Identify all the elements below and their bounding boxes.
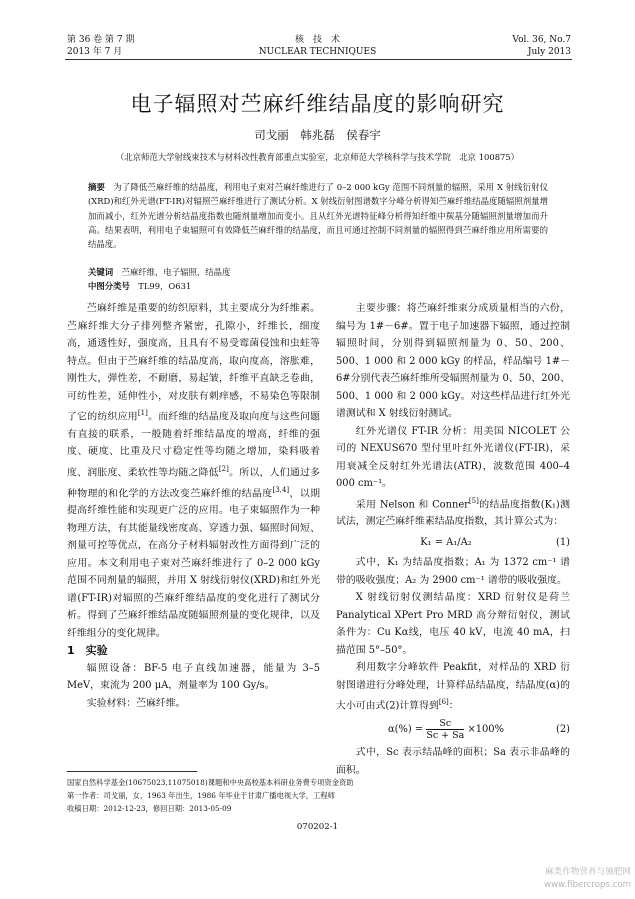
- citation-5[interactable]: [5]: [468, 496, 479, 505]
- equation-1-number: (1): [556, 536, 570, 548]
- abstract-text: 为了降低苎麻纤维的结晶度，利用电子束对苎麻纤维进行了 0–2 000 kGy 范围不同剂量的辐照，采用 X 射线衍射仪(XRD)和红外光谱(FT-IR)对辐照苎麻纤维进行了测试分析。X 射线衍射图谱数字分峰分析得知苎麻纤维结晶度随辐照剂量增加而减小，红外光谱分析结晶度指数也随剂量增加而变小。且从红外光谱特征峰分析得知纤维中羰基分随辐照剂量增加而升高。结果表明，利用电子束辐照可有效降低苎麻纤维的结晶度，而且可通过控制不同剂量的辐照得到苎麻纤维应用所需要的结晶度。: [88, 182, 548, 250]
- abstract-label: 摘要: [88, 182, 105, 192]
- ftir-paragraph: 红外光谱仪 FT-IR 分析：用美国 NICOLET 公司的 NEXUS670 型付里叶红外光谱仪(FT-IR)，采用衰减全反射红外光谱法(ATR)，波数范围 400–4 000 cm⁻¹。: [336, 425, 570, 489]
- method-paragraph: 采用 Nelson 和 Conner[5]的结晶度指数(K₁)测试法，测定苎麻纤维素结晶度指数，其计算公式为：: [336, 496, 571, 528]
- citation-3-4[interactable]: [3,4]: [272, 485, 290, 494]
- volume-issue: 第 36 卷 第 7 期: [67, 35, 135, 45]
- equation-2: [336, 718, 570, 741]
- equation-2-number: (2): [556, 723, 570, 735]
- equation-2-explanation: 式中，Sc 表示结晶峰的面积；Sa 表示非晶峰的面积。: [336, 747, 570, 776]
- journal-name-cn: 核 技 术: [294, 35, 340, 45]
- journal-name-en: NUCLEAR TECHNIQUES: [258, 47, 377, 57]
- issue-date-cn: 2013 年 7 月: [67, 47, 123, 57]
- material-paragraph: 实验材料：苎麻纤维。: [86, 697, 186, 709]
- keywords-text: 苎麻纤维，电子辐照，结晶度: [121, 267, 231, 277]
- xrd-paragraph: X 射线衍射仪测结晶度：XRD 衍射仪是荷兰 Panalytical XPert Pro MRD 高分辩衍射仪，测试条件为：Cu Kα线，电压 40 kV，电流 40 mA，扫描范围 5°–50°。: [336, 592, 570, 656]
- dates-note: 收稿日期：2012-12-23，修回日期：2013-05-09: [67, 804, 232, 813]
- citation-1[interactable]: [1]: [137, 409, 148, 417]
- equation-1-explanation: 式中，K₁ 为结晶度指数；A₁ 为 1372 cm⁻¹ 谱带的吸收强度；A₂ 为 2900 cm⁻¹ 谱带的吸收强度。: [336, 557, 570, 586]
- equation-1: [336, 534, 570, 552]
- footnote-rule: [67, 771, 197, 772]
- header-rule: [65, 59, 572, 60]
- paper-title: 电子辐照对苎麻纤维结晶度的影响研究: [130, 92, 505, 116]
- intro-paragraph: 苎麻纤维是重要的纺织原料，其主要成分为纤维素。苎麻纤维大分子排列整齐紧密，孔隙小，纤维长，细度高，通透性好，强度高，且具有不易受霉菌侵蚀和虫蛀等特点。但由于苎麻纤维的结晶度高，取向度高，溶胀难，刚性大，弹性差，不耐磨，易起皱，纤维平直缺乏卷曲，可纺性差，延伸性小，对皮肤有刺痒感，不易染色等限制了它的纺织应用[1]。而纤维的结晶度及取向度与这些问题有直接的联系，一般随着纤维结晶度的增高，纤维的强度、硬度、比重及尺寸稳定性等均随之增加，染料吸着度、润胀度、柔软性等均随之降低[2]。所以，人们通过多种物理的和化学的方法改变苎麻纤维的结晶度[3,4]，以期提高纤维性能和实现更广泛的应用。电子束辐照作为一种物理方法，有其能量线密度高、穿透力强、辐照时间短、剂量可控等优点，在高分子材料辐射改性方面得到广泛的应用。本文利用电子束对苎麻纤维进行了 0–2 000 kGy 范围不同剂量的辐照，并用 X 射线衍射仪(XRD)和红外光谱(FT-IR)对辐照的苎麻纤维结晶度的变化进行了测试分析。得到了苎麻纤维结晶度随辐照剂量的变化规律，以及纤维组分的变化规律。: [67, 303, 320, 639]
- peakfit-paragraph: 利用数字分峰软件 Peakfit，对样品的 XRD 衍射图谱进行分峰处理，计算样品结晶度，结晶度(α)的大小可由式(2)计算得到[6]：: [336, 662, 570, 712]
- header-right: [512, 34, 571, 58]
- funding-note: 国家自然科学基金(10675023,11075018)课题和中央高校基本科研业务费专项资金资助: [67, 778, 354, 787]
- equation-2-fraction: [426, 718, 464, 741]
- affiliation: （北京师范大学射线束技术与材料改性教育部重点实验室，北京师范大学核科学与技术学院 北京 100875）: [115, 152, 520, 162]
- equation-2-numerator: Sc: [426, 718, 464, 730]
- keywords-block: [88, 265, 548, 293]
- citation-2[interactable]: [2]: [218, 464, 229, 473]
- left-column: [67, 300, 320, 712]
- section-heading: 1 实验: [67, 644, 108, 658]
- footnotes: [67, 776, 572, 815]
- equation-2-denominator: Sc + Sa: [426, 730, 465, 742]
- equation-1-body: K₁ = A₁/A₂: [420, 536, 472, 548]
- watermark: 麻类作物营养与施肥网 www.fibercrops.com: [544, 867, 631, 890]
- classification-text: TL99，O631: [138, 281, 192, 291]
- header-center: [200, 34, 435, 58]
- author-list: 司戈丽 韩兆磊 侯春宇: [254, 128, 381, 142]
- abstract: [88, 180, 548, 251]
- equipment-paragraph: 辐照设备：BF-5 电子直线加速器，能量为 3–5 MeV，束流为 200 μA，剂量率为 100 Gy/s。: [67, 662, 320, 692]
- author-note: 第一作者：司戈丽，女，1963 年出生，1986 年毕业于甘肃广播电视大学，工程师: [67, 791, 335, 800]
- running-header: [0, 0, 635, 62]
- keywords-label: 关键词: [88, 267, 114, 277]
- citation-6[interactable]: [6]: [438, 698, 449, 707]
- procedure-paragraph: 主要步骤：将苎麻纤维束分成质量相当的六份，编号为 1#－6#。置于电子加速器下辐照，通过控制辐照时间，分别得到辐照剂量为 0、50、200、500、1 000 和 2 000 kGy 的样品，样品编号 1#－6#分别代表苎麻纤维所受辐照剂量为 0、50、200、500、1 000 和 2 000 kGy。对这些样品进行红外光谱测试和 X 射线衍射测试。: [336, 303, 570, 419]
- header-left: [67, 34, 134, 58]
- classification-label: 中图分类号: [88, 281, 130, 291]
- issue-date-en: July 2013: [527, 47, 571, 57]
- right-column: [336, 300, 570, 779]
- page-number: 070202-1: [296, 822, 339, 832]
- volume-en: Vol. 36, No.7: [512, 35, 571, 45]
- equation-2-body: α(%) = $\frac{Sc}{Sc + Sa}$ ×100%: [388, 718, 504, 742]
